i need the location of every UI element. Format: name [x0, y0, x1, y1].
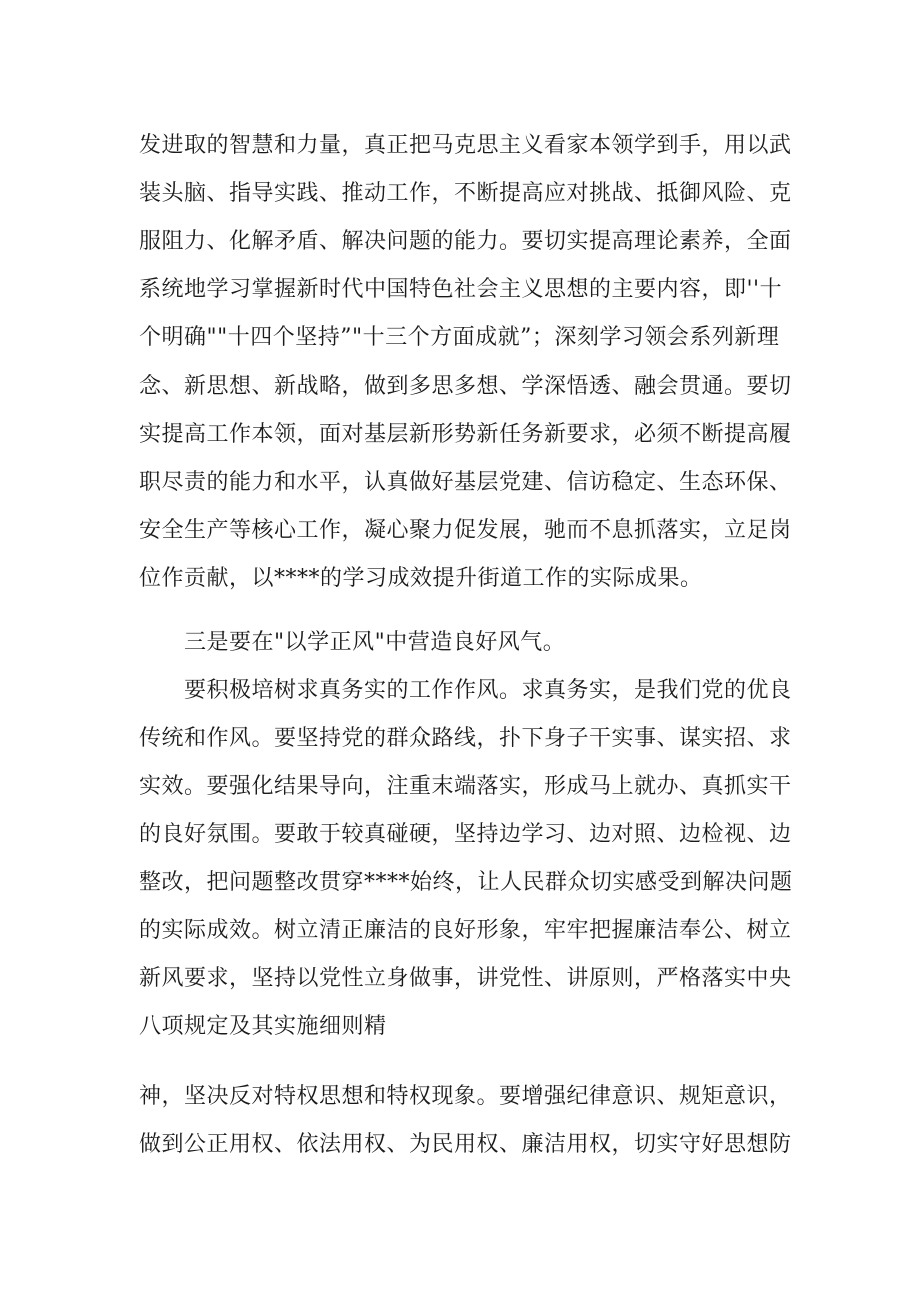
paragraph-line: 念、新思想、新战略，做到多思多想、学深悟透、融会贯通。要切: [139, 374, 792, 399]
paragraph-line: 要积极培树求真务实的工作作风。求真务实，是我们党的优良: [184, 678, 792, 703]
paragraph-line: 整改，把问题整改贯穿****始终，让人民群众切实感受到解决问题: [139, 870, 793, 895]
paragraph-line: 实提高工作本领，面对基层新形势新任务新要求，必须不断提高履: [139, 422, 792, 447]
paragraph-line: 装头脑、指导实践、推动工作，不断提高应对挑战、抵御风险、克: [139, 181, 792, 206]
paragraph-line: 的实际成效。树立清正廉洁的良好形象，牢牢把握廉洁奉公、树立: [139, 918, 792, 943]
paragraph-line: 神，坚决反对特权思想和特权现象。要增强纪律意识、规矩意识，: [139, 1084, 792, 1109]
paragraph-line: 新风要求，坚持以党性立身做事，讲党性、讲原则，严格落实中央: [139, 966, 792, 991]
paragraph-line: 位作贡献，以****的学习成效提升街道工作的实际成果。: [139, 566, 703, 591]
paragraph-line: 做到公正用权、依法用权、为民用权、廉洁用权，切实守好思想防: [139, 1132, 792, 1157]
paragraph-line: 安全生产等核心工作，凝心聚力促发展，驰而不息抓落实，立足岗: [139, 518, 792, 543]
paragraph-line: 职尽责的能力和水平，认真做好基层党建、信访稳定、生态环保、: [139, 470, 792, 495]
paragraph-line: 发进取的智慧和力量，真正把马克思主义看家本领学到手，用以武: [139, 133, 792, 158]
paragraph-line: 实效。要强化结果导向，注重末端落实，形成马上就办、真抓实干: [139, 774, 792, 799]
paragraph-line: 传统和作风。要坚持党的群众路线，扑下身子干实事、谋实招、求: [139, 726, 792, 751]
paragraph-line: 个明确""十四个坚持”"十三个方面成就”；深刻学习领会系列新理: [139, 325, 780, 350]
paragraph-line: 系统地学习掌握新时代中国特色社会主义思想的主要内容，即''十: [139, 277, 783, 302]
paragraph-line: 的良好氛围。要敢于较真碰硬，坚持边学习、边对照、边检视、边: [139, 822, 792, 847]
paragraph-line: 八项规定及其实施细则精: [139, 1014, 387, 1039]
section-heading: 三是要在"以学正风"中营造良好风气。: [184, 630, 566, 655]
paragraph-line: 服阻力、化解矛盾、解决问题的能力。要切实提高理论素养，全面: [139, 229, 792, 254]
